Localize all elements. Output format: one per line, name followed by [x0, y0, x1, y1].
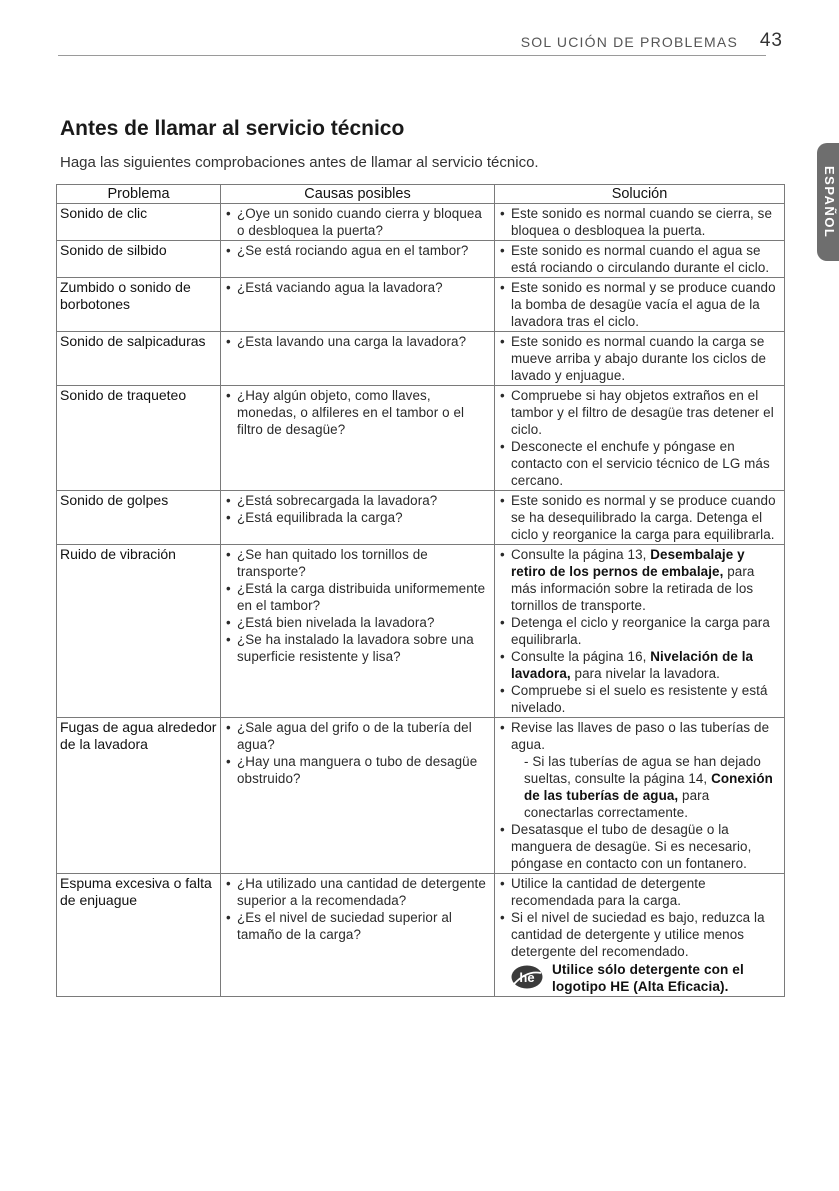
solution-item: • Este sonido es normal y se produce cuando se ha desequilibrado la carga. Detenga el ciclo y reorganice la carga para equilibrarla.: [498, 492, 781, 543]
solution-item: [498, 719, 781, 821]
solution-text: Consulte la página 13,: [511, 547, 651, 562]
causes-cell: [221, 278, 495, 332]
cause-item: • ¿Está vaciando agua la lavadora?: [224, 279, 491, 296]
cause-item: • ¿Es el nivel de suciedad superior al tamaño de la carga?: [224, 909, 491, 943]
table-row: [57, 241, 785, 278]
cause-item: • ¿Está sobrecargada la lavadora?: [224, 492, 491, 509]
cause-item: • ¿Se han quitado los tornillos de transporte?: [224, 546, 491, 580]
causes-cell: [221, 491, 495, 545]
cause-item: • ¿Sale agua del grifo o de la tubería del agua?: [224, 719, 491, 753]
table-row: [57, 278, 785, 332]
solutions-cell: [495, 204, 785, 241]
solutions-cell: [495, 386, 785, 491]
cause-item: • ¿Oye un sonido cuando cierra y bloquea o desbloquea la puerta?: [224, 205, 491, 239]
cause-item: • ¿Se ha instalado la lavadora sobre una superficie resistente y lisa?: [224, 631, 491, 665]
problem-cell: Sonido de silbido: [57, 241, 221, 278]
header-rule: [58, 55, 766, 56]
he-logo-text: he: [519, 970, 535, 985]
solution-item: [498, 546, 781, 614]
solution-item: • Detenga el ciclo y reorganice la carga para equilibrarla.: [498, 614, 781, 648]
solution-item: • Si el nivel de suciedad es bajo, reduzca la cantidad de detergente y utilice menos detergente del recomendado.: [498, 909, 781, 960]
solution-text: • Revise las llaves de paso o las tuberías de agua.: [511, 720, 770, 752]
cause-item: • ¿Se está rociando agua en el tambor?: [224, 242, 491, 259]
solutions-cell: [495, 718, 785, 874]
table-row: [57, 204, 785, 241]
table-row: [57, 874, 785, 997]
solution-text: para nivelar la lavadora.: [570, 666, 720, 681]
page-number: 43: [759, 30, 783, 51]
solution-item: • Compruebe si hay objetos extraños en el tambor y el filtro de desagüe tras detener el ciclo.: [498, 387, 781, 438]
he-logo-icon: [510, 964, 544, 990]
cause-item: • ¿Esta lavando una carga la lavadora?: [224, 333, 491, 350]
solutions-cell: [495, 545, 785, 718]
cause-item: • ¿Hay algún objeto, como llaves, monedas, o alfileres en el tambor o el filtro de desagüe?: [224, 387, 491, 438]
he-note-text: Utilice sólo detergente con el logotipo HE (Alta Eficacia).: [552, 962, 744, 994]
header-solucion: Solución: [495, 185, 785, 204]
solution-item: • Este sonido es normal y se produce cuando la bomba de desagüe vacía el agua de la lavadora tras el ciclo.: [498, 279, 781, 330]
solutions-cell: [495, 491, 785, 545]
problem-cell: Sonido de salpicaduras: [57, 332, 221, 386]
header-causas: Causas posibles: [221, 185, 495, 204]
solution-text: - Si las tuberías de agua se han dejado sueltas, consulte la página 14,: [524, 754, 761, 786]
header-section-title: SOL UCIÓN DE PROBLEMAS: [520, 34, 738, 50]
causes-cell: [221, 241, 495, 278]
table-header-row: [57, 185, 785, 204]
solution-item: [498, 648, 781, 682]
solution-text: Consulte la página 16,: [511, 649, 651, 664]
language-side-tab: [817, 143, 839, 261]
solutions-cell: [495, 278, 785, 332]
solution-subitem: [511, 753, 781, 821]
problem-cell: Espuma excesiva o falta de enjuague: [57, 874, 221, 997]
page-title: Antes de llamar al servicio técnico: [60, 117, 405, 140]
table-row: [57, 491, 785, 545]
intro-text: Haga las siguientes comprobaciones antes de llamar al servicio técnico.: [60, 154, 539, 171]
solutions-cell: [495, 874, 785, 997]
side-tab-label: ESPAÑOL: [822, 165, 837, 239]
table-row: [57, 545, 785, 718]
cause-item: • ¿Está bien nivelada la lavadora?: [224, 614, 491, 631]
cause-item: • ¿Hay una manguera o tubo de desagüe obstruido?: [224, 753, 491, 787]
causes-cell: [221, 874, 495, 997]
cause-item: • ¿Ha utilizado una cantidad de detergente superior a la recomendada?: [224, 875, 491, 909]
problem-cell: Sonido de traqueteo: [57, 386, 221, 491]
solution-item: • Desconecte el enchufe y póngase en contacto con el servicio técnico de LG más cercano.: [498, 438, 781, 489]
solutions-cell: [495, 332, 785, 386]
solution-item: • Este sonido es normal cuando el agua se está rociando o circulando durante el ciclo.: [498, 242, 781, 276]
solution-item: • Desatasque el tubo de desagüe o la manguera de desagüe. Si es necesario, póngase en contacto con un fontanero.: [498, 821, 781, 872]
causes-cell: [221, 718, 495, 874]
table-row: [57, 718, 785, 874]
section-reference: Conexión de las tuberías de agua,: [524, 771, 773, 803]
table-row: [57, 332, 785, 386]
solution-item: • Este sonido es normal cuando la carga se mueve arriba y abajo durante los ciclos de lavado y enjuague.: [498, 333, 781, 384]
cause-item: • ¿Está la carga distribuida uniformemente en el tambor?: [224, 580, 491, 614]
problem-cell: Fugas de agua alrededor de la lavadora: [57, 718, 221, 874]
table-row: [57, 386, 785, 491]
causes-cell: [221, 204, 495, 241]
solution-text: para más información sobre la retirada de los tornillos de transporte.: [511, 564, 755, 613]
solutions-cell: [495, 241, 785, 278]
causes-cell: [221, 386, 495, 491]
cause-item: • ¿Está equilibrada la carga?: [224, 509, 491, 526]
section-reference: Nivelación de la lavadora,: [511, 649, 754, 681]
problem-cell: Sonido de clic: [57, 204, 221, 241]
problem-cell: Ruido de vibración: [57, 545, 221, 718]
troubleshooting-table: [56, 184, 785, 997]
header-problema: Problema: [57, 185, 221, 204]
section-reference: Desembalaje y retiro de los pernos de embalaje,: [511, 547, 745, 579]
causes-cell: [221, 545, 495, 718]
solution-item: • Compruebe si el suelo es resistente y está nivelado.: [498, 682, 781, 716]
solution-item: • Utilice la cantidad de detergente recomendada para la carga.: [498, 875, 781, 909]
problem-cell: Zumbido o sonido de borbotones: [57, 278, 221, 332]
solution-text: para conectarlas correctamente.: [524, 788, 710, 820]
causes-cell: [221, 332, 495, 386]
problem-cell: Sonido de golpes: [57, 491, 221, 545]
he-detergent-note: [498, 961, 781, 995]
solution-item: • Este sonido es normal cuando se cierra, se bloquea o desbloquea la puerta.: [498, 205, 781, 239]
